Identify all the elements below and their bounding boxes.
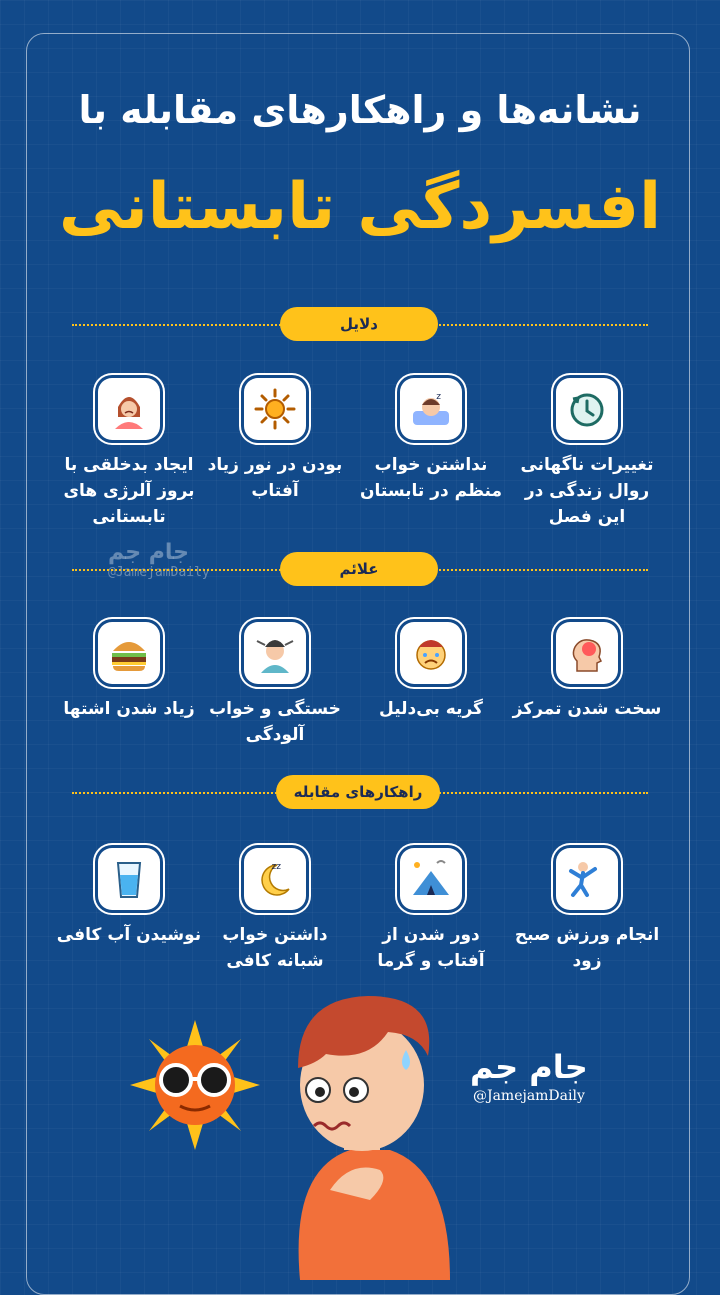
clock-icon bbox=[556, 378, 618, 440]
sun-icon bbox=[244, 378, 306, 440]
title-line-1: نشانه‌ها و راهکارهای مقابله با bbox=[78, 88, 642, 132]
svg-text:z: z bbox=[436, 392, 441, 402]
water-glass-icon bbox=[98, 848, 160, 910]
section-heading-coping: راهکارهای مقابله bbox=[276, 775, 440, 809]
symptom-item: زیاد شدن اشتها bbox=[54, 622, 204, 722]
tired-person-icon bbox=[244, 622, 306, 684]
exercise-icon bbox=[556, 848, 618, 910]
svg-text:zz: zz bbox=[271, 862, 281, 872]
brand-logo: جام جم @JamejamDaily bbox=[470, 1048, 588, 1104]
sweating-boy-illustration bbox=[270, 990, 460, 1280]
moon-sleep-icon bbox=[244, 848, 306, 910]
symptom-item: گریه بی‌دلیل bbox=[356, 622, 506, 722]
irritated-woman-icon bbox=[98, 378, 160, 440]
coping-item: zz داشتن خواب شبانه کافی bbox=[200, 848, 350, 974]
watermark: جام جم @JamejamDaily bbox=[108, 540, 210, 580]
title-line-2: افسردگی تابستانی bbox=[58, 170, 662, 244]
section-heading-symptoms: علائم bbox=[280, 552, 438, 586]
burger-icon bbox=[98, 622, 160, 684]
cause-item: بودن در نور زیاد آفتاب bbox=[200, 378, 350, 504]
brain-head-icon bbox=[556, 622, 618, 684]
symptom-item: خستگی و خواب آلودگی bbox=[200, 622, 350, 748]
section-heading-causes: دلایل bbox=[280, 307, 438, 341]
sleeping-person-icon bbox=[400, 378, 462, 440]
sunglasses-sun-illustration bbox=[130, 1020, 260, 1150]
tent-shade-icon bbox=[400, 848, 462, 910]
coping-item: نوشیدن آب کافی bbox=[54, 848, 204, 948]
crying-face-icon bbox=[400, 622, 462, 684]
cause-item: تغییرات ناگهانی روال زندگی در این فصل bbox=[512, 378, 662, 530]
coping-item: انجام ورزش صبح زود bbox=[512, 848, 662, 974]
cause-item: z نداشتن خواب منظم در تابستان bbox=[356, 378, 506, 504]
cause-item: ایجاد بدخلقی با بروز آلرژی های تابستانی bbox=[54, 378, 204, 530]
symptom-item: سخت شدن تمرکز bbox=[512, 622, 662, 722]
coping-item: دور شدن از آفتاب و گرما bbox=[356, 848, 506, 974]
